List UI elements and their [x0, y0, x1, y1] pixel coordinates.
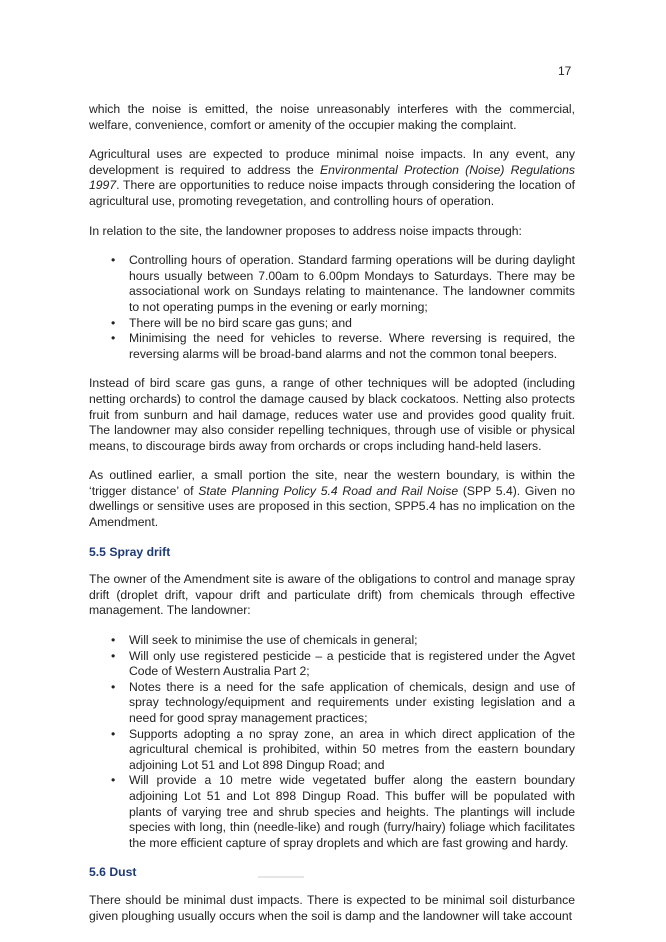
list-item: • Will provide a 10 metre wide vegetated buffer along the eastern boundary adjoining Lot 51 and Lot 898 Dingup Road. This buffer will be populated with plants of varying tree and shrub species and heights. The plantings will include species with long, thin (needle-like) and rough (furry/hairy) foliage which facilitates the more efficient capture of spray droplets and which are fast growing and hardy.	[89, 773, 575, 851]
paragraph-bird-scare: Instead of bird scare gas guns, a range of other techniques will be adopted (including netting orchards) to control the damage caused by black cockatoos. Netting also protects fruit from sunburn and hail damage, reduces water use and provides good quality fruit. The landowner may also consider repelling techniques, through use of visible or physical means, to discourage birds away from orchards or crops including hand-held lasers.	[89, 376, 575, 453]
policy-citation: State Planning Policy 5.4 Road and Rail Noise	[198, 483, 459, 498]
paragraph-spray-intro: The owner of the Amendment site is aware of the obligations to control and manage spray drift (droplet drift, vapour drift and particulate drift) from chemicals through effective management. The landowner:	[89, 572, 575, 618]
paragraph-agricultural-noise: Agricultural uses are expected to produce minimal noise impacts. In any event, any development is required to address the Environmental Protection (Noise) Regulations 1997. There are opportunities to reduce noise impacts through considering the location of agricultural use, promoting revegetation, and controlling hours of operation.	[89, 147, 576, 208]
list-item: • Will seek to minimise the use of chemicals in general;	[89, 633, 575, 649]
list-item: • Supports adopting a no spray zone, an area in which direct application of the agricultural chemical is prohibited, within 50 metres from the eastern boundary adjoining Lot 51 and Lot 898 Dingup Road; and	[89, 727, 575, 774]
spray-measures-list	[89, 633, 575, 851]
page-content	[89, 102, 575, 938]
paragraph-dust: There should be minimal dust impacts. There is expected to be minimal soil disturbance given ploughing usually occurs when the soil is damp and the landowner will take account	[89, 892, 575, 923]
list-item: • Minimising the need for vehicles to reverse. Where reversing is required, the reversing alarms will be broad-band alarms and not the common tonal beepers.	[89, 331, 575, 362]
section-heading-spray-drift: 5.5 Spray drift	[89, 544, 171, 559]
list-item: • There will be no bird scare gas guns; and	[89, 316, 575, 332]
paragraph-noise-definition: which the noise is emitted, the noise unreasonably interferes with the commercial, welfare, convenience, comfort or amenity of the occupier making the complaint.	[89, 102, 575, 132]
paragraph-noise-intro: In relation to the site, the landowner proposes to address noise impacts through:	[89, 223, 522, 238]
list-item: • Notes there is a need for the safe application of chemicals, design and use of spray technology/equipment and requirements under existing legislation and a need for good spray management practices;	[89, 680, 575, 727]
section-heading-dust: 5.6 Dust	[89, 865, 137, 880]
list-item: • Will only use registered pesticide – a pesticide that is registered under the Agvet Code of Western Australia Part 2;	[89, 649, 575, 680]
page-number: 17	[558, 64, 572, 78]
list-item: • Controlling hours of operation. Standard farming operations will be during daylight hours usually between 7.00am to 6.00pm Mondays to Saturdays. There may be associational work on Sundays relating to maintenance. The landowner commits to not operating pumps in the evening or early morning;	[89, 253, 575, 315]
noise-measures-list	[89, 253, 575, 362]
footer-mark	[258, 876, 304, 878]
paragraph-spp54: As outlined earlier, a small portion the site, near the western boundary, is within the ‘trigger distance’ of State Planning Policy 5.4 Road and Rail Noise (SPP 5.4). Given no dwellings or sensitive uses are proposed in this section, SPP5.4 has no implication on the Amendment.	[89, 468, 575, 530]
regulation-citation: Environmental Protection (Noise) Regulations 1997	[89, 162, 576, 193]
